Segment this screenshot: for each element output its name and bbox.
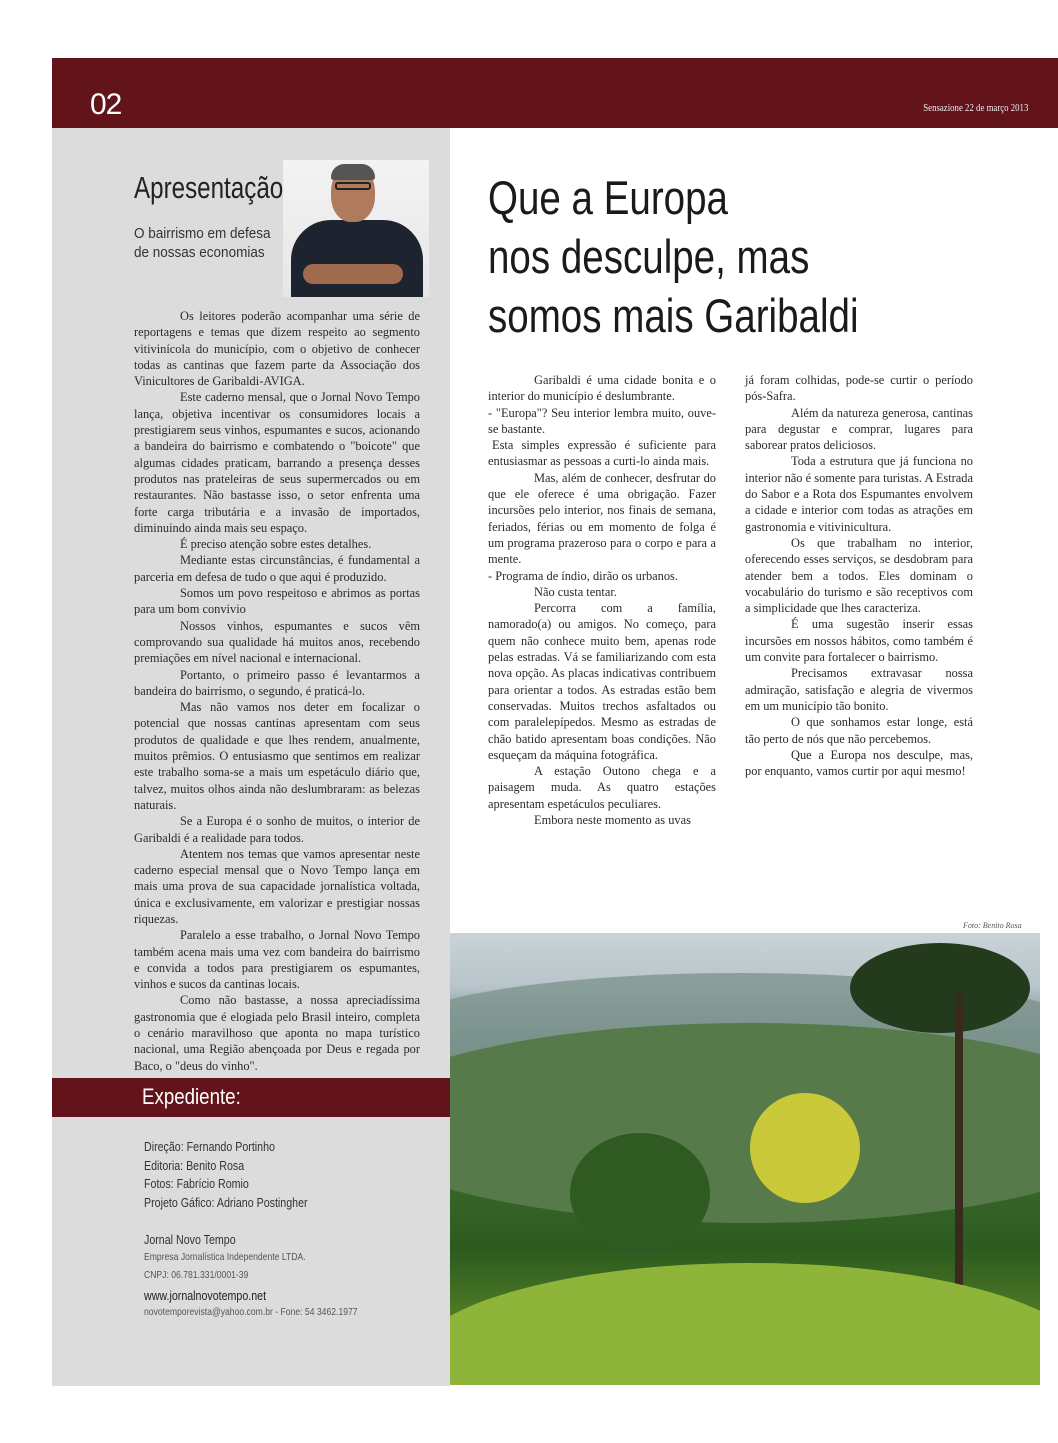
paragraph: Mediante estas circunstâncias, é fundamental a parceria em defesa de tudo o que aqui é produzido. bbox=[134, 553, 420, 584]
paragraph: O que sonhamos estar longe, está tão perto de nós que não percebemos. bbox=[745, 715, 973, 746]
article-column-1 bbox=[488, 372, 716, 828]
presentation-sidebar bbox=[52, 128, 450, 1386]
page-header-bar bbox=[52, 58, 1058, 128]
section-title: Apresentação bbox=[134, 170, 284, 205]
website-link[interactable]: www.jornalnovotempo.net bbox=[144, 1287, 267, 1303]
paragraph: A estação Outono chega e a paisagem muda. As quatro estações apresentam espetáculos peculiares. bbox=[488, 764, 716, 811]
credit-direction: Direção: Fernando Portinho bbox=[144, 1139, 275, 1154]
paragraph: Não custa tentar. bbox=[534, 584, 617, 599]
paragraph: Percorra com a família, namorado(a) ou amigos. No começo, para quem não conhece muito bem, apenas rode pelas estradas. Vá se familiarizando com esta nova opção. As placas indicativas contribuem para orientar a todos. As estradas estão bem conservadas. Muitos trechos asfaltados ou com paralelepípedos. Mesmo as estradas de chão batido apresentam boas condições. Não esqueçam da máquina fotográfica. bbox=[488, 601, 716, 762]
publisher-info bbox=[144, 1232, 488, 1325]
paragraph: Além da natureza generosa, cantinas para degustar e comprar, lugares para saborear pratos deliciosos. bbox=[745, 405, 973, 453]
expediente-header bbox=[52, 1078, 450, 1117]
issue-date: Sensazione 22 de março 2013 bbox=[922, 102, 1028, 114]
paragraph: Garibaldi é uma cidade bonita e o interior do município é deslumbrante. bbox=[488, 373, 716, 404]
paragraph: - "Europa"? Seu interior lembra muito, ouve-se bastante. bbox=[488, 405, 716, 436]
paragraph: Os que trabalham no interior, oferecendo esses serviços, se desdobram para atender bem a todos. Eles dominam o vocabulário do turismo e são receptivos com a simplicidade que lhes caracteriza. bbox=[745, 535, 973, 616]
photo-credit: Foto: Benito Rosa bbox=[963, 921, 1022, 930]
paragraph: Este caderno mensal, que o Jornal Novo Tempo lança, objetiva incentivar os consumidores locais a prestigiarem seus vinhos, espumantes e sucos, acionando a bandeira do bairrismo e combatendo o "boicote" que algumas cidades praticam, barrando a presença desses produtos nas prateleiras de seus supermercados ou em restaurantes. Não bastasse isso, o setor enfrenta uma forte carga tributária e a invasão de importados, diminuindo ainda mais seu espaço. bbox=[134, 390, 420, 535]
paragraph: Portanto, o primeiro passo é levantarmos a bandeira do bairrismo, o segundo, é praticá-lo. bbox=[134, 667, 420, 698]
paragraph: Atentem nos temas que vamos apresentar neste caderno especial mensal que o Novo Tempo lança em mais uma prova de sua capacidade jornalística voltada, única e exclusivamente, em valorizar e prestigiar nossas riquezas. bbox=[134, 846, 420, 926]
page-number: 02 bbox=[90, 88, 122, 121]
paragraph: É preciso atenção sobre estes detalhes. bbox=[180, 537, 372, 552]
paragraph: Paralelo a esse trabalho, o Jornal Novo Tempo também acena mais uma vez com bandeira do bairrismo e convida a todos para prestigiarem os espumantes, vinhos e sucos da cantinas locais. bbox=[134, 928, 420, 992]
author-photo bbox=[283, 160, 429, 297]
paragraph: Os leitores poderão acompanhar uma série de reportagens e temas que dizem respeito ao segmento vitivinícola do município, com o objetivo de conhecer todas as cantinas que fazem parte da Associação dos Vinicultores de Garibaldi-AVIGA. bbox=[134, 309, 420, 389]
paragraph: Somos um povo respeitoso e abrimos as portas para um bom convivio bbox=[134, 586, 420, 617]
paragraph: já foram colhidas, pode-se curtir o período pós-Safra. bbox=[745, 373, 973, 404]
paragraph: Nossos vinhos, espumantes e sucos vêm comprovando sua qualidade há muitos anos, recebendo premiações em nível nacional e internacional. bbox=[134, 618, 420, 666]
credit-photos: Fotos: Fabrício Romio bbox=[144, 1176, 249, 1191]
paragraph: Toda a estrutura que já funciona no interior não é somente para turistas. A Estrada do Sabor e a Rota dos Espumantes envolvem a cidade e interior com todas as atrações em gastronomia e vitivinicultura. bbox=[745, 454, 973, 534]
section-subtitle: O bairrismo em defesa de nossas economias bbox=[134, 225, 271, 261]
expediente-title: Expediente: bbox=[142, 1084, 241, 1109]
paragraph: Se a Europa é o sonho de muitos, o interior de Garibaldi é a realidade para todos. bbox=[134, 814, 420, 845]
credit-editor: Editoria: Benito Rosa bbox=[144, 1157, 245, 1173]
paragraph: Esta simples expressão é suficiente para entusiasmar as pessoas a curti-lo ainda mais. bbox=[488, 438, 716, 469]
headline-line: Que a Europa bbox=[488, 171, 728, 224]
staff-credits bbox=[144, 1138, 423, 1212]
landscape-photo bbox=[450, 933, 1040, 1385]
paragraph: - Programa de índio, dirão os urbanos. bbox=[488, 568, 678, 583]
paragraph: Mas, além de conhecer, desfrutar do que ele oferece é uma obrigação. Fazer incursões pelo interior, nos finais de semana, feriados, férias ou em momento de folga é um programa prazeroso para o corpo e para a mente. bbox=[488, 470, 716, 567]
credit-design: Projeto Gáfico: Adriano Postingher bbox=[144, 1194, 308, 1210]
paragraph: Embora neste momento as uvas bbox=[534, 813, 691, 828]
paragraph: Precisamos extravasar nossa admiração, satisfação e alegria de vivermos em um município tão bonito. bbox=[745, 666, 973, 713]
article-headline bbox=[488, 168, 859, 345]
paragraph: É uma sugestão inserir essas incursões em nossos hábitos, como também é um convite para fortalecer o bairrismo. bbox=[745, 617, 973, 665]
paragraph: Como não bastasse, a nossa apreciadíssima gastronomia que é elogiada pelo Brasil inteiro, completa o cenário maravilhoso que aponta no mapa turístico nacional, uma Região abençoada por Deus e regada por Baco, o "deus do vinho". bbox=[134, 993, 420, 1073]
paragraph: Que a Europa nos desculpe, mas, por enquanto, vamos curtir por aqui mesmo! bbox=[745, 747, 973, 779]
headline-line: somos mais Garibaldi bbox=[488, 289, 859, 342]
sidebar-body-text bbox=[134, 308, 420, 1074]
article-column-2 bbox=[745, 372, 973, 779]
cnpj: CNPJ: 06.781.331/0001-39 bbox=[144, 1269, 249, 1281]
headline-line: nos desculpe, mas bbox=[488, 230, 810, 283]
paper-name: Jornal Novo Tempo bbox=[144, 1232, 236, 1247]
paragraph: Mas não vamos nos deter em focalizar o potencial que nossas cantinas apresentam com seus produtos de qualidade e que lhes rendem, anualmente, muitos prêmios. O entusiasmo que sentimos em realizar este trabalho soma-se a mais um espetáculo diário que, talvez, muitos olhos ainda não deslumbraram: as belezas naturais. bbox=[134, 700, 420, 812]
company-name: Empresa Jornalística Independente LTDA. bbox=[144, 1250, 306, 1263]
contact-info: novotemporevista@yahoo.com.br - Fone: 54 3462.1977 bbox=[144, 1306, 358, 1318]
